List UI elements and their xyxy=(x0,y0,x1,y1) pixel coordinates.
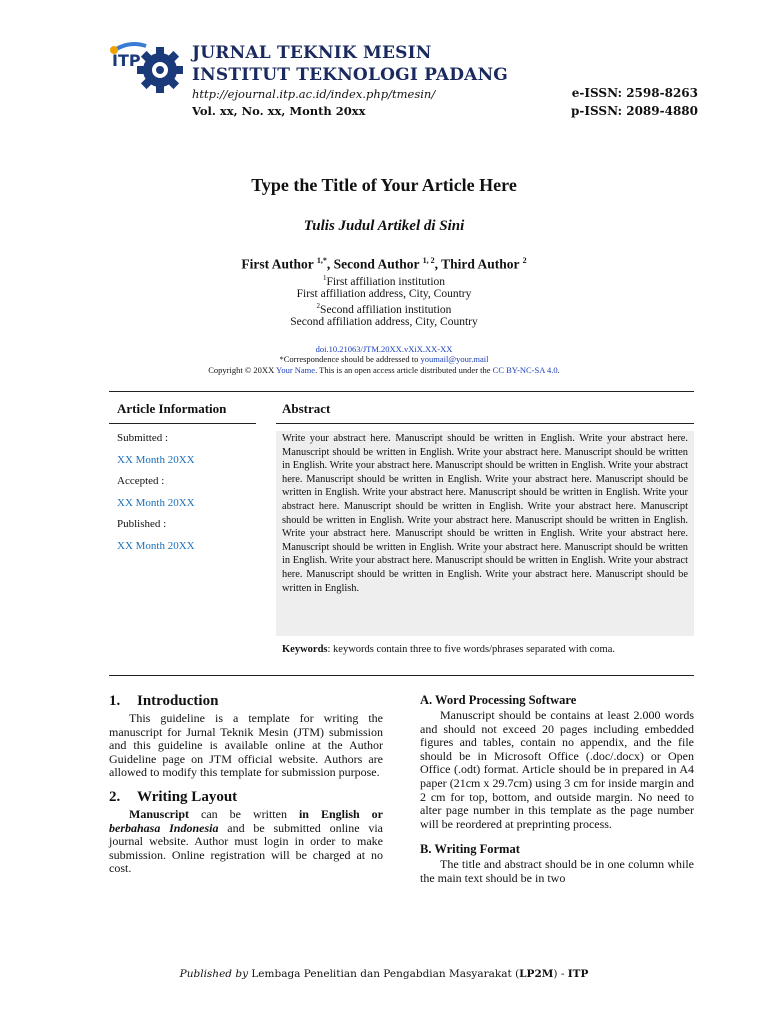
itp-gear-logo-icon xyxy=(108,38,188,100)
abstract-text: Write your abstract here. Manuscript should be written in English. Write your abstract here. Manuscript should be written in English. Write your abstract here. Manuscript should be written in English. Write your abstract here. Manuscript should be written in English. Write your abstract here. Manuscript should be written in English. Write your abstract here. Manuscript should be written in English. Write your abstract here. Manuscript should be written in English. Write your abstract here. Manuscript should be written in English. Write your abstract here. Manuscript should be written in English. Write your abstract here. Manuscript should be written in English. Write your abstract here. Manuscript should be written in English. Write your abstract here. Manuscript should be written in English. Write your abstract here. Manuscript should be written in English. Write your abstract here. Manuscript should be written in English. Write your abstract here. Manuscript should be written in English. Write your abstract here. Manuscript should be written in English. xyxy=(282,433,688,594)
section-introduction-number: 1. xyxy=(109,693,121,709)
affiliation-1-institution xyxy=(0,274,768,288)
affiliation-1-name: First affiliation institution xyxy=(326,275,446,288)
journal-header xyxy=(108,38,698,118)
published-date: XX Month 20XX xyxy=(117,540,195,552)
submitted-label: Submitted : xyxy=(117,432,169,444)
author-second: Second Author xyxy=(333,256,420,272)
copyright-prefix: Copyright © 20XX xyxy=(208,365,275,375)
published-label: Published : xyxy=(117,518,167,530)
affiliation-2-sup: 2 xyxy=(316,302,321,310)
section-introduction-heading xyxy=(109,693,383,710)
writing-layout-paragraph xyxy=(109,808,383,876)
affiliation-2-institution xyxy=(0,302,768,316)
info-heading-rule xyxy=(109,423,256,424)
copyright-mid: . This is an open access article distributed under the xyxy=(315,365,491,375)
article-information-heading: Article Information xyxy=(117,401,227,416)
introduction-paragraph: This guideline is a template for writing the manuscript for Jurnal Teknik Mesin (JTM) submission and this guideline is available online at the Author Guideline page on JTM official website. Authors are allowed to modify this template for submission purpose. xyxy=(109,711,383,780)
author-list: First Author $^{1,*}$, Second Author $^{1, 2}$, Third Author $^2$ xyxy=(241,256,527,272)
author-first-sup: 1,* xyxy=(316,256,327,265)
journal-volume: Vol. xx, No. xx, Month 20xx xyxy=(192,104,366,118)
accepted-label: Accepted : xyxy=(117,475,165,487)
correspondence-note xyxy=(0,354,768,364)
copyright-name-link[interactable]: Your Name xyxy=(276,365,316,375)
e-issn: e-ISSN: 2598-8263 xyxy=(571,86,698,100)
author-first: First Author xyxy=(241,256,314,272)
writing-layout-text-2: and be submitted online via journal website. Author must login in order to make submission. Online registration will be charged at no cost. xyxy=(109,820,384,876)
doi-link[interactable]: doi.10.21063/JTM.20XX.vXiX.XX-XX xyxy=(315,344,453,354)
author-third-sup: 2 xyxy=(522,256,527,265)
writing-layout-bold-2: in English or xyxy=(298,806,383,821)
correspondence-email-link[interactable]: youmail@your.mail xyxy=(420,354,489,364)
p-issn: p-ISSN: 2089-4880 xyxy=(571,104,698,118)
copyright-end: . xyxy=(557,365,560,375)
article-title: Type the Title of Your Article Here xyxy=(251,175,517,195)
section-introduction-title: Introduction xyxy=(137,693,219,709)
top-rule xyxy=(109,391,694,392)
license-link[interactable]: CC BY-NC-SA 4.0 xyxy=(492,365,558,375)
footer-published-by: Published by xyxy=(179,968,248,980)
author-third: Third Author xyxy=(441,256,520,272)
keywords-label: Keywords xyxy=(282,644,328,655)
writing-layout-bold-1: Manuscript xyxy=(129,806,189,821)
affiliation-2-name: Second affiliation institution xyxy=(320,303,452,316)
subsection-b-paragraph: The title and abstract should be in one column while the main text should be in two xyxy=(420,857,694,885)
subsection-b-heading: B. Writing Format xyxy=(420,842,520,857)
page-footer xyxy=(0,968,768,980)
abstract-box xyxy=(276,431,694,636)
keywords-text: : keywords contain three to five words/phrases separated with coma. xyxy=(327,644,615,655)
abstract-heading: Abstract xyxy=(282,401,331,416)
abstract-heading-rule xyxy=(276,423,694,424)
journal-name-line2: INSTITUT TEKNOLOGI PADANG xyxy=(192,65,509,85)
section-writing-layout-heading xyxy=(109,789,383,806)
footer-itp: ITP xyxy=(567,968,589,980)
correspondence-prefix: *Correspondence should be addressed to xyxy=(279,354,419,364)
svg-text:ITP: ITP xyxy=(112,51,141,70)
section-writing-layout-title: Writing Layout xyxy=(137,788,238,805)
footer-org-abbr: LP2M xyxy=(519,968,554,980)
article-subtitle: Tulis Judul Artikel di Sini xyxy=(303,218,465,234)
subsection-a-heading: A. Word Processing Software xyxy=(420,693,577,707)
section-writing-layout-number: 2. xyxy=(109,788,121,805)
journal-url-link[interactable]: http://ejournal.itp.ac.id/index.php/tmesin/ xyxy=(192,87,436,101)
subsection-a-paragraph: Manuscript should be contains at least 2.000 words and should not exceed 20 pages including embedded figures and tables, contain no appendix, and the file should be in Microsoft Office (.doc/.docx) or Open Office (.odt) format. Article should be in prepared in A4 paper (21cm x 29.7cm) using 3 cm for inside margin and 2 cm for top, bottom, and outside margin. No need to alter page number in this template as the page number will be reordered at preprinting process. xyxy=(420,708,694,831)
writing-layout-text-1: can be written xyxy=(189,806,299,821)
author-second-sup: 1, 2 xyxy=(422,256,435,265)
bottom-rule xyxy=(109,675,694,676)
left-column xyxy=(109,693,383,876)
footer-org-end: ) - xyxy=(553,968,568,980)
right-column xyxy=(420,693,694,886)
affiliation-2-address: Second affiliation address, City, Country xyxy=(290,316,478,328)
journal-name xyxy=(192,42,508,86)
footer-org: Lembaga Penelitian dan Pengabdian Masyarakat ( xyxy=(248,968,520,980)
writing-layout-bold-italic: berbahasa Indonesia xyxy=(109,820,219,835)
affiliation-1-sup: 1 xyxy=(322,274,327,282)
keywords xyxy=(282,643,688,657)
affiliation-1-address: First affiliation address, City, Country xyxy=(296,288,472,300)
accepted-date: XX Month 20XX xyxy=(117,497,195,509)
copyright-note xyxy=(0,365,768,375)
journal-name-line1: JURNAL TEKNIK MESIN xyxy=(192,43,432,63)
submitted-date: XX Month 20XX xyxy=(117,454,195,466)
